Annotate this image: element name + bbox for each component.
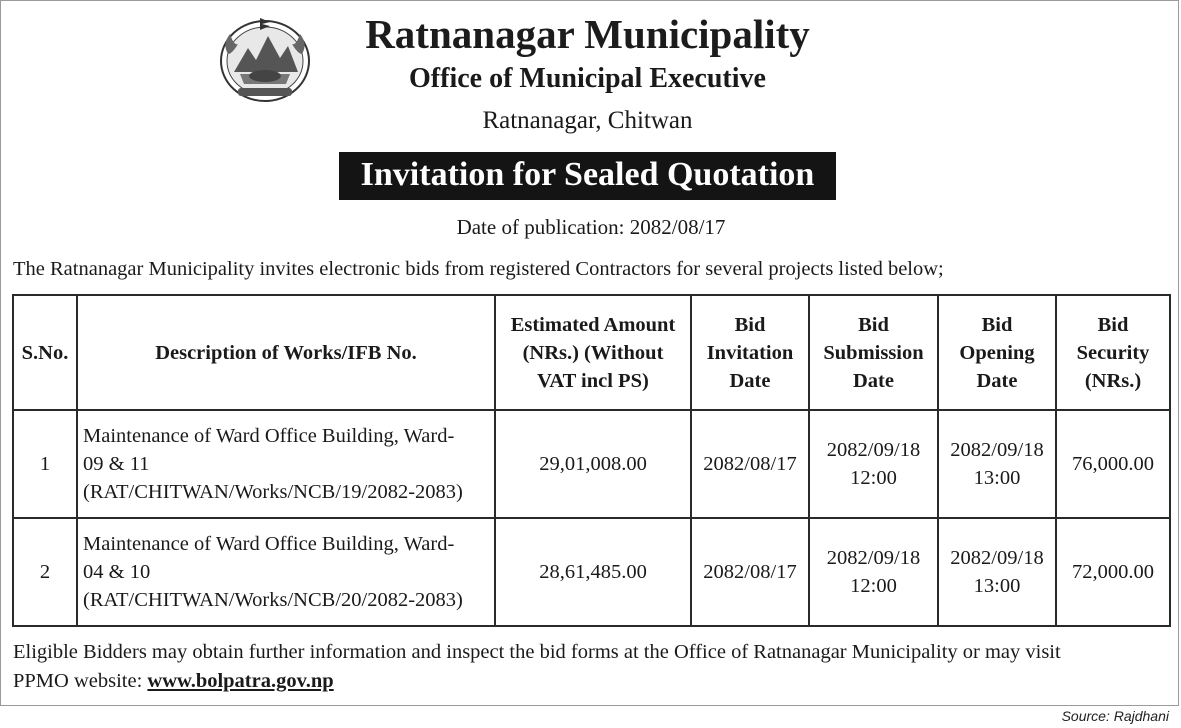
- header-amount: Estimated Amount (NRs.) (Without VAT incl PS): [495, 295, 691, 410]
- header-description: Description of Works/IFB No.: [77, 295, 495, 410]
- footer-line-2: PPMO website: www.bolpatra.gov.np: [13, 670, 334, 692]
- intro-paragraph: The Ratnanagar Municipality invites electronic bids from registered Contractors for several projects listed below;: [13, 258, 944, 280]
- source-credit: Source: Rajdhani: [1061, 708, 1169, 724]
- footer-paragraph: [13, 638, 1173, 696]
- publication-date: Date of publication: 2082/08/17: [456, 215, 726, 239]
- row-submission-date: 2082/09/18 12:00: [809, 518, 938, 626]
- header-invitation-date: Bid Invitation Date: [691, 295, 809, 410]
- bolpatra-link[interactable]: www.bolpatra.gov.np: [147, 670, 334, 692]
- footer-line-1: Eligible Bidders may obtain further information and inspect the bid forms at the Office of Ratnanagar Municipality or may visit: [13, 641, 1061, 663]
- row-invitation-date: 2082/08/17: [691, 518, 809, 626]
- bids-table: [12, 294, 1171, 627]
- nepal-government-emblem-icon: [216, 14, 314, 104]
- row-amount: 28,61,485.00: [495, 518, 691, 626]
- header-submission-date: Bid Submission Date: [809, 295, 938, 410]
- office-address: Ratnanagar, Chitwan: [482, 107, 693, 134]
- row-submission-date: 2082/09/18 12:00: [809, 410, 938, 518]
- header-sno: S.No.: [13, 295, 77, 410]
- row-sno: 2: [13, 518, 77, 626]
- row-invitation-date: 2082/08/17: [691, 410, 809, 518]
- row-opening-date: 2082/09/18 13:00: [938, 518, 1056, 626]
- municipality-title: Ratnanagar Municipality: [365, 11, 810, 57]
- row-security: 72,000.00: [1056, 518, 1170, 626]
- row-opening-date: 2082/09/18 13:00: [938, 410, 1056, 518]
- header-opening-date: Bid Opening Date: [938, 295, 1056, 410]
- row-sno: 1: [13, 410, 77, 518]
- row-amount: 29,01,008.00: [495, 410, 691, 518]
- header-security: Bid Security (NRs.): [1056, 295, 1170, 410]
- table-row: [13, 518, 1170, 626]
- row-description: Maintenance of Ward Office Building, Ward- 04 & 10 (RAT/CHITWAN/Works/NCB/20/2082-2083): [77, 518, 495, 626]
- table-header-row: [13, 295, 1170, 410]
- office-subtitle: Office of Municipal Executive: [409, 63, 766, 94]
- row-security: 76,000.00: [1056, 410, 1170, 518]
- notice-banner: Invitation for Sealed Quotation: [339, 152, 836, 200]
- row-description: Maintenance of Ward Office Building, Ward- 09 & 11 (RAT/CHITWAN/Works/NCB/19/2082-2083): [77, 410, 495, 518]
- table-row: [13, 410, 1170, 518]
